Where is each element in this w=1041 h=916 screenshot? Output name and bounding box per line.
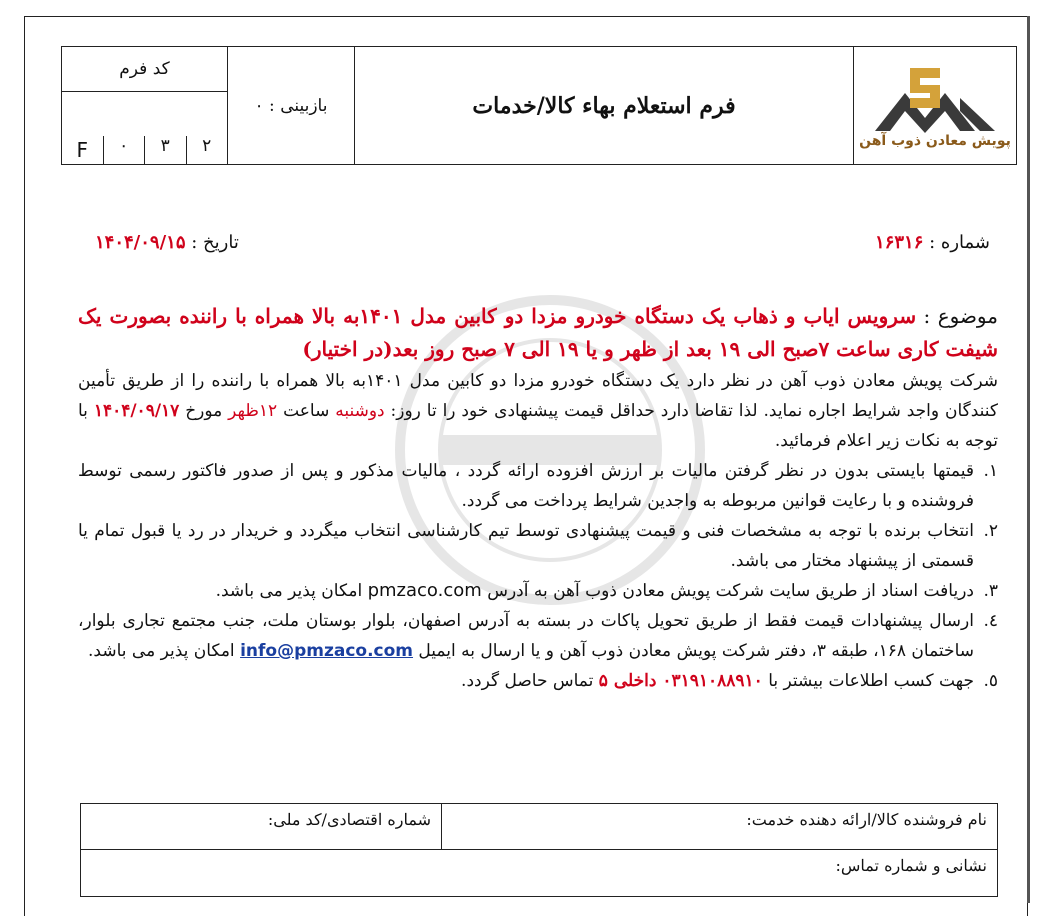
vendor-info-table — [80, 803, 998, 897]
form-code-digit: ۲ — [186, 136, 228, 164]
list-item-number: ۳. — [983, 581, 998, 601]
contact-phone: ۰۳۱۹۱۰۸۸۹۱۰ داخلی ۵ — [598, 671, 763, 691]
list-item-number: ۱. — [983, 461, 998, 481]
list-item — [78, 606, 998, 666]
form-code-cell — [62, 47, 228, 165]
list-item — [78, 666, 998, 696]
list-item-text: امکان پذیر می باشد. — [215, 581, 363, 601]
intro-paragraph — [78, 366, 998, 456]
logo-cell — [854, 47, 1017, 165]
subject-line — [78, 300, 998, 366]
intro-part2: ساعت — [283, 401, 330, 421]
form-code-digits — [62, 92, 227, 164]
revision-label: بازبینی : ۰ — [254, 95, 328, 116]
form-code-digit: ۳ — [144, 136, 186, 164]
vendor-address-cell[interactable] — [81, 850, 998, 897]
vendor-address-label: نشانی و شماره تماس: — [835, 856, 987, 875]
list-item-number: ٥. — [983, 671, 998, 691]
list-item-text: دریافت اسناد از طریق سایت شرکت پویش معادن ذوب آهن به آدرس — [487, 581, 974, 601]
form-code-digit: ۰ — [103, 136, 145, 164]
letter-body — [78, 300, 998, 696]
website-link[interactable]: pmzaco.com — [367, 580, 482, 601]
vendor-economic-label: شماره اقتصادی/کد ملی: — [267, 810, 431, 829]
list-item — [78, 456, 998, 516]
list-item-text: تماس حاصل گردد. — [461, 671, 594, 691]
form-header — [61, 46, 1017, 165]
letter-date — [95, 232, 239, 253]
intro-part1: شرکت پویش معادن ذوب آهن در نظر دارد یک دستگاه خودرو مزدا دو کابین مدل ۱۴۰۱به بالا همراه با راننده را از طریق تأمین کنندگان واجد شرایط اجاره نماید. لذا تقاضا دارد حداقل قیمت پیشنهادی خود را تا روز: — [78, 371, 998, 421]
deadline-date: ۱۴۰۴/۰۹/۱۷ — [93, 401, 180, 421]
number-value: ۱۶۳۱۶ — [875, 232, 924, 253]
intro-part3: مورخ — [185, 401, 223, 421]
form-title: فرم استعلام بهاء کالا/خدمات — [472, 92, 736, 119]
subject-text: سرویس ایاب و ذهاب یک دستگاه خودرو مزدا دو کابین مدل ۱۴۰۱به بالا همراه با راننده بصورت یک شیفت کاری ساعت ۷صبح الی ۱۹ بعد از ظهر و یا ۱۹ الی ۷ صبح روز بعد(در اختیار) — [78, 304, 998, 361]
deadline-hour: ۱۲ظهر — [228, 401, 278, 421]
list-item-text: امکان پذیر می باشد. — [88, 641, 235, 661]
list-item-text: ارسال پیشنهادات قیمت فقط از طریق تحویل پاکات در بسته به آدرس اصفهان، بلوار بوستان ملت، جنب مجتمع تجاری بلوار، ساختمان ۱۶۸، طبقه ۳، دفتر شرکت پویش معادن ذوب آهن و یا ارسال به ایمیل — [78, 611, 974, 661]
list-item-number: ٤. — [983, 611, 998, 631]
revision-cell — [228, 47, 355, 165]
list-item — [78, 516, 998, 576]
date-label: تاریخ : — [191, 232, 239, 253]
company-logo — [854, 63, 1016, 149]
logo-mark-icon — [870, 63, 1000, 133]
list-item-text: انتخاب برنده با توجه به مشخصات فنی و قیمت پیشنهادی توسط تیم کارشناسی انتخاب میگردد و خریدار در رد یا قبول تمام یا قسمتی از پیشنهاد مختار می باشد. — [78, 521, 974, 571]
page-right-rule — [1027, 16, 1030, 903]
list-item — [78, 576, 998, 606]
letter-number — [875, 232, 990, 253]
number-label: شماره : — [929, 232, 990, 253]
date-value: ۱۴۰۴/۰۹/۱۵ — [95, 232, 186, 253]
form-code-label: کد فرم — [62, 47, 227, 92]
list-item-text: قیمتها بایستی بدون در نظر گرفتن مالیات بر ارزش افزوده ارائه گردد ، مالیات مذکور و پس از صدور فاکتور رسمی توسط فروشنده و با رعایت قوانین مربوطه به واجدین شرایط پرداخت می گردد. — [78, 461, 974, 511]
form-code-digit: F — [76, 138, 88, 162]
intro-part4: با توجه به نکات زیر اعلام فرمائید. — [78, 401, 998, 451]
list-item-number: ۲. — [983, 521, 998, 541]
vendor-economic-cell[interactable] — [81, 804, 442, 850]
conditions-list — [78, 456, 998, 696]
email-link[interactable]: info@pmzaco.com — [240, 641, 414, 661]
company-logo-name: پویش معادن ذوب آهن — [859, 132, 1011, 149]
subject-label: موضوع : — [923, 304, 998, 328]
vendor-name-label: نام فروشنده کالا/ارائه دهنده خدمت: — [746, 810, 987, 829]
deadline-day: دوشنبه — [335, 401, 385, 421]
form-title-cell — [355, 47, 854, 165]
vendor-name-cell[interactable] — [442, 804, 998, 850]
list-item-text: جهت کسب اطلاعات بیشتر با — [768, 671, 974, 691]
